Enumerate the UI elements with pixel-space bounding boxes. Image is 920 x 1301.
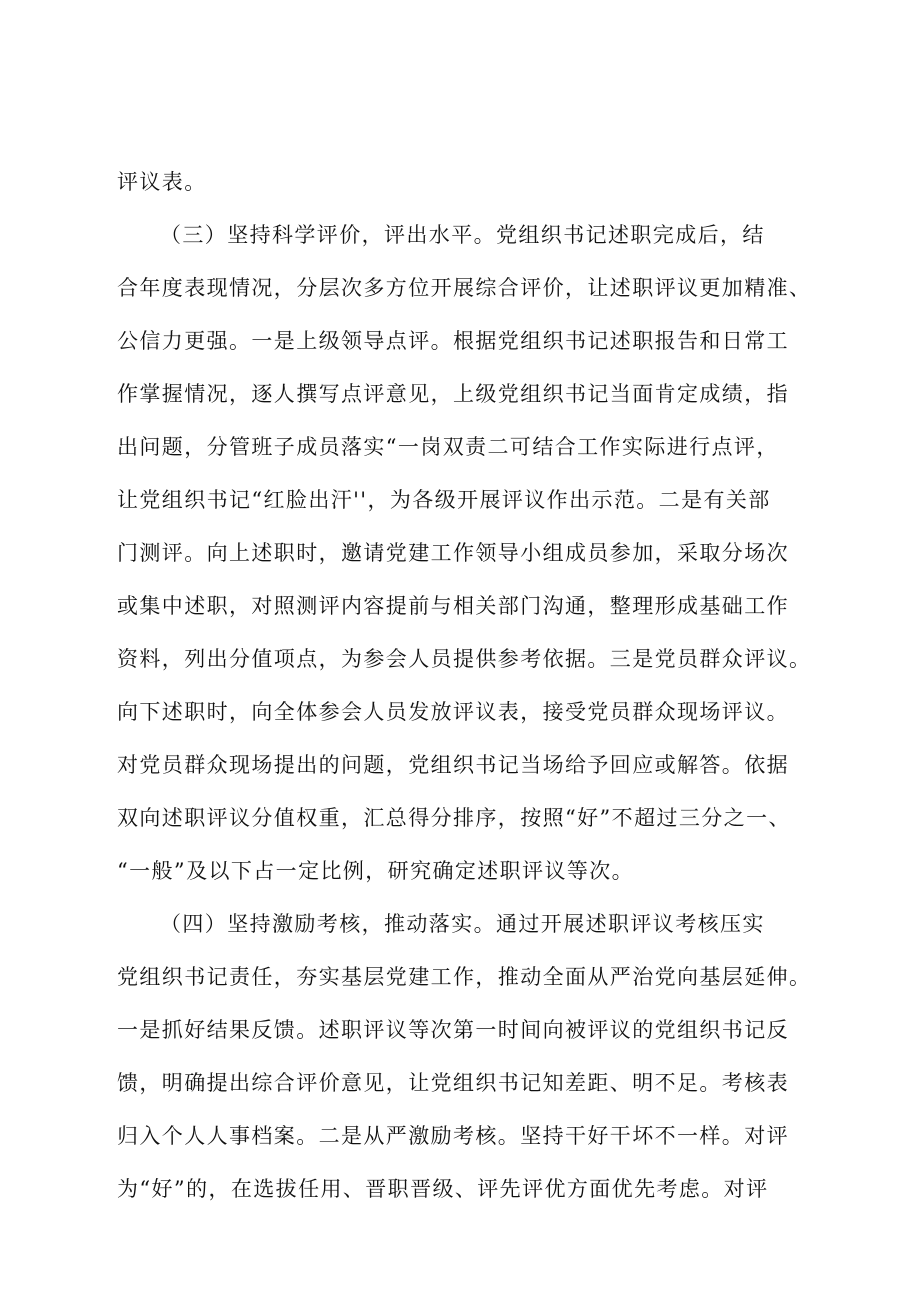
text-line-10: 资料，列出分值项点，为参会人员提供参考依据。三是党员群众评议。 [117, 647, 812, 671]
text-line-12: 对党员群众现场提出的问题，党组织书记当场给予回应或解答。依据 [117, 753, 789, 777]
text-line-17: 一是抓好结果反馈。述职评议等次第一时间向被评议的党组织书记反 [117, 1018, 789, 1042]
text-line-14: “一般”及以下占一定比例，研究确定述职评议等次。 [117, 859, 635, 883]
text-line-18: 馈，明确提出综合评价意见，让党组织书记知差距、明不足。考核表 [117, 1071, 789, 1095]
text-line-5: 作掌握情况，逐人撰写点评意见，上级党组织书记当面肯定成绩，指 [117, 382, 789, 406]
text-line-16: 党组织书记责任，夯实基层党建工作，推动全面从严治党向基层延伸。 [117, 965, 812, 989]
text-line-8: 门测评。向上述职时，邀请党建工作领导小组成员参加，采取分场次 [117, 541, 789, 565]
text-line-2: （三）坚持科学评价，评出水平。党组织书记述职完成后，结 [160, 223, 765, 247]
text-line-1: 评议表。 [117, 170, 207, 194]
text-line-4: 公信力更强。一是上级领导点评。根据党组织书记述职报告和日常工 [117, 329, 789, 353]
text-line-7: 让党组织书记“红脸出汗''，为各级开展评议作出示范。二是有关部 [117, 488, 771, 512]
text-line-19: 归入个人人事档案。二是从严激励考核。坚持干好干坏不一样。对评 [117, 1124, 789, 1148]
text-line-6: 出问题，分管班子成员落实“一岗双责二可结合工作实际进行点评， [117, 435, 779, 459]
text-line-11: 向下述职时，向全体参会人员发放评议表，接受党员群众现场评议。 [117, 700, 789, 724]
text-line-20: 为“好”的，在选拔任用、晋职晋级、评先评优方面优先考虑。对评 [117, 1177, 769, 1201]
text-line-15: （四）坚持激励考核，推动落实。通过开展述职评议考核压实 [160, 912, 765, 936]
text-line-3: 合年度表现情况，分层次多方位开展综合评价，让述职评议更加精准、 [117, 276, 812, 300]
text-line-9: 或集中述职，对照测评内容提前与相关部门沟通，整理形成基础工作 [117, 594, 789, 618]
text-line-13: 双向述职评议分值权重，汇总得分排序，按照“好”不超过三分之一、 [117, 806, 791, 830]
